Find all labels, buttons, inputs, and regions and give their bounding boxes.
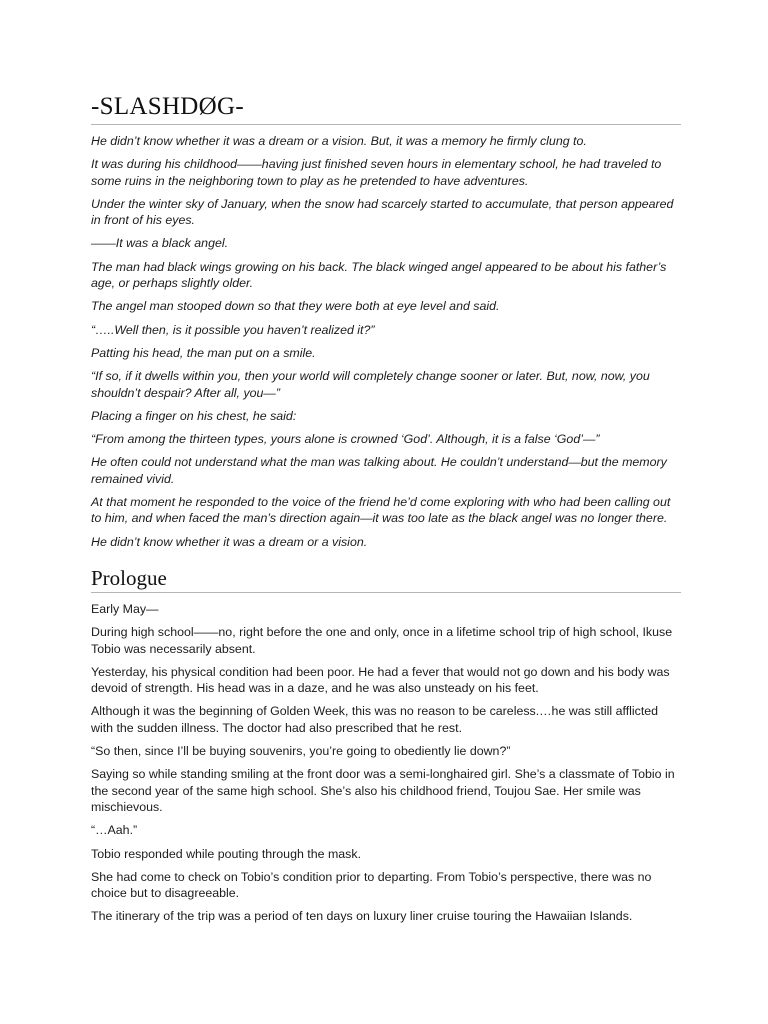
intro-paragraph: “If so, if it dwells within you, then your world will completely change sooner or later. But, now, now, you shouldn’t despair? After all, you—” — [91, 369, 650, 400]
section-title-prologue: Prologue — [91, 565, 681, 593]
document-title: -SLASHDØG- — [91, 92, 681, 125]
intro-paragraph: The man had black wings growing on his back. The black winged angel appeared to be about his father’s age, or perhaps slightly older. — [91, 259, 667, 291]
intro-paragraph: He didn’t know whether it was a dream or a vision. But, it was a memory he firmly clung to. — [91, 134, 587, 148]
prologue-section — [91, 601, 681, 925]
prologue-paragraph: Tobio responded while pouting through the mask. — [91, 846, 362, 861]
prologue-paragraph: Although it was the beginning of Golden Week, this was no reason to be careless.…he was still afflicted with the sudden illness. The doctor had also prescribed that he rest. — [91, 704, 659, 735]
prologue-paragraph: Yesterday, his physical condition had been poor. He had a fever that would not go down and his body was devoid of strength. His head was in a daze, and he was also unsteady on his feet. — [91, 664, 670, 696]
intro-paragraph: Placing a finger on his chest, he said: — [91, 408, 297, 423]
intro-paragraph: It was during his childhood——having just finished seven hours in elementary school, he had traveled to some ruins in the neighboring town to play as he pretended to have adventures. — [91, 157, 662, 188]
intro-paragraph: ——It was a black angel. — [91, 236, 229, 251]
intro-paragraph: Patting his head, the man put on a smile. — [91, 345, 316, 360]
intro-paragraph: He often could not understand what the man was talking about. He couldn’t understand—but the memory remained vivid. — [91, 455, 667, 486]
prologue-paragraph: “So then, since I’ll be buying souvenirs, you’re going to obediently lie down?” — [91, 744, 511, 759]
prologue-paragraph: She had come to check on Tobio’s condition prior to departing. From Tobio’s perspective, there was no choice but to disagreeable. — [91, 869, 652, 901]
prologue-paragraph: The itinerary of the trip was a period of ten days on luxury liner cruise touring the Hawaiian Islands. — [91, 909, 633, 924]
intro-paragraph: He didn’t know whether it was a dream or a vision. — [91, 534, 368, 549]
intro-paragraph: “From among the thirteen types, yours alone is crowned ‘God’. Although, it is a false ‘God’—” — [91, 432, 600, 447]
intro-paragraph: The angel man stooped down so that they were both at eye level and said. — [91, 299, 500, 314]
intro-paragraph: At that moment he responded to the voice of the friend he’d come exploring with who had been calling out to him, and when faced the man’s direction again—it was too late as the black angel was no longer there. — [91, 495, 671, 526]
prologue-paragraph: During high school——no, right before the one and only, once in a lifetime school trip of high school, Ikuse Tobio was necessarily absent. — [91, 625, 673, 656]
intro-paragraph: Under the winter sky of January, when the snow had scarcely started to accumulate, that person appeared in front of his eyes. — [91, 196, 674, 228]
document-page — [91, 92, 681, 925]
prologue-paragraph: Saying so while standing smiling at the front door was a semi-longhaired girl. She’s a classmate of Tobio in the second year of the same high school. She’s also his childhood friend, Toujou Sae. Her smile was mischievous. — [91, 767, 675, 814]
intro-paragraph: “…..Well then, is it possible you haven’t realized it?” — [91, 322, 375, 337]
intro-section — [91, 133, 681, 550]
prologue-paragraph: Early May— — [91, 601, 159, 616]
prologue-paragraph: “…Aah.” — [91, 823, 138, 838]
